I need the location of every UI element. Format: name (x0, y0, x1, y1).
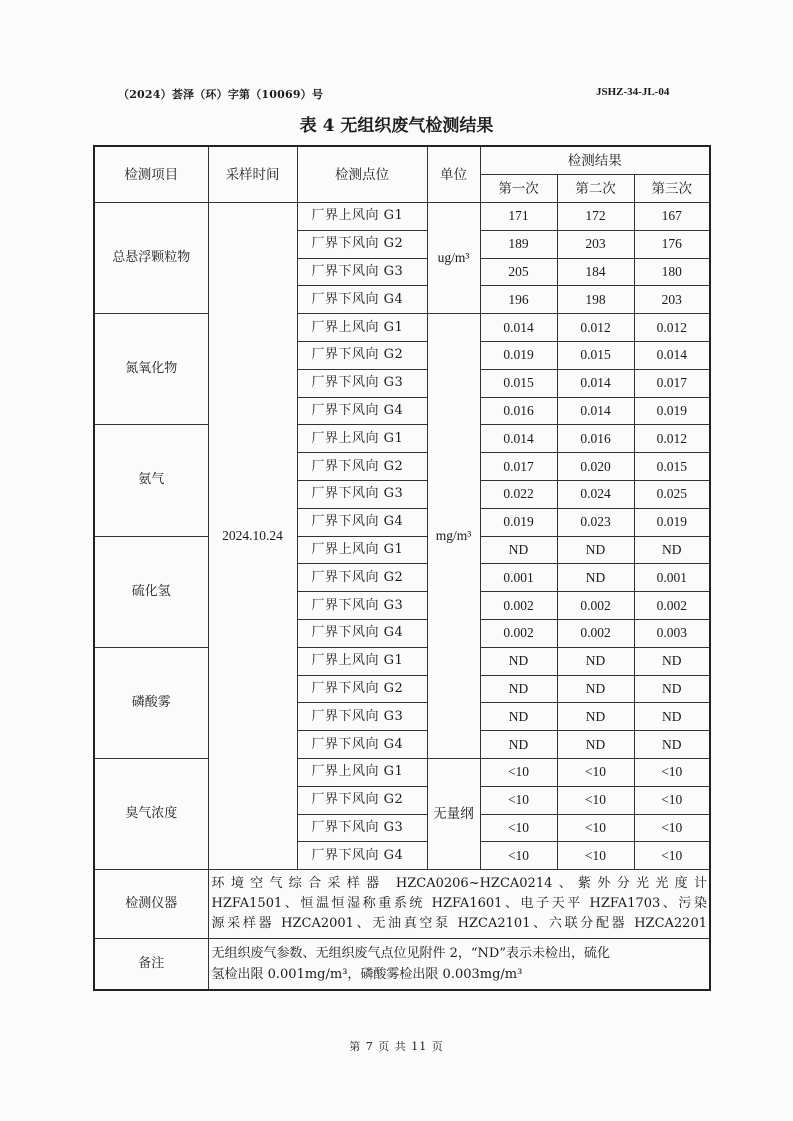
report-number: （2024）荟泽（环）字第（10069）号 (118, 88, 324, 101)
col-run2: 第二次 (557, 175, 634, 203)
instrument-label: 检测仪器 (94, 870, 208, 939)
header-row (94, 146, 710, 175)
result-value: 184 (557, 258, 634, 286)
result-value: <10 (634, 842, 710, 870)
result-value: 0.022 (480, 480, 557, 508)
col-item: 检测项目 (94, 146, 208, 203)
col-point: 检测点位 (297, 146, 427, 203)
col-run1: 第一次 (480, 175, 557, 203)
col-run3: 第三次 (634, 175, 710, 203)
result-value: 0.015 (557, 341, 634, 369)
result-value: ND (557, 647, 634, 675)
result-value: 0.015 (634, 453, 710, 481)
result-value: 196 (480, 286, 557, 314)
sampling-point: 厂界下风向 G4 (297, 619, 427, 647)
result-value: <10 (480, 842, 557, 870)
unit-cell: mg/m³ (427, 314, 480, 759)
sampling-point: 厂界下风向 G4 (297, 731, 427, 759)
result-value: ND (634, 731, 710, 759)
result-value: 0.012 (634, 314, 710, 342)
result-value: 0.012 (557, 314, 634, 342)
col-result: 检测结果 (480, 146, 710, 175)
pollutant-name: 磷酸雾 (94, 647, 208, 758)
form-code: JSHZ-34-JL-04 (596, 86, 670, 98)
result-value: ND (634, 536, 710, 564)
table-row (94, 314, 710, 342)
result-value: <10 (557, 758, 634, 786)
result-value: ND (557, 564, 634, 592)
table-row (94, 536, 710, 564)
result-value: 198 (557, 286, 634, 314)
pollutant-name: 氨气 (94, 425, 208, 536)
result-value: <10 (634, 786, 710, 814)
sampling-point: 厂界下风向 G3 (297, 369, 427, 397)
result-value: 205 (480, 258, 557, 286)
result-value: 0.002 (480, 592, 557, 620)
sampling-point: 厂界下风向 G2 (297, 675, 427, 703)
result-value: 0.014 (557, 369, 634, 397)
result-value: 0.002 (557, 619, 634, 647)
instrument-text (208, 870, 710, 939)
sampling-point: 厂界上风向 G1 (297, 425, 427, 453)
unit-cell: ug/m³ (427, 203, 480, 314)
sampling-point: 厂界下风向 G3 (297, 480, 427, 508)
sampling-point: 厂界下风向 G4 (297, 842, 427, 870)
result-value: ND (634, 647, 710, 675)
instrument-line-1: 环境空气综合采样器 HZCA0206~HZCA0214、紫外分光光度计 (211, 876, 707, 892)
result-value: <10 (634, 814, 710, 842)
result-value: ND (480, 647, 557, 675)
result-value: 0.023 (557, 508, 634, 536)
result-value: 0.015 (480, 369, 557, 397)
result-value: 171 (480, 203, 557, 231)
remark-line-2: 氢检出限 0.001mg/m³，磷酸雾检出限 0.003mg/m³ (211, 967, 523, 983)
result-value: ND (480, 675, 557, 703)
sampling-point: 厂界下风向 G2 (297, 453, 427, 481)
sampling-point: 厂界上风向 G1 (297, 758, 427, 786)
pollutant-name: 臭气浓度 (94, 758, 208, 869)
instrument-row (94, 870, 710, 939)
result-value: 0.016 (557, 425, 634, 453)
remark-row (94, 939, 710, 991)
result-value: 172 (557, 203, 634, 231)
col-time: 采样时间 (208, 146, 297, 203)
table-row (94, 425, 710, 453)
pollutant-name: 硫化氢 (94, 536, 208, 647)
result-value: 0.017 (480, 453, 557, 481)
result-value: <10 (557, 786, 634, 814)
unit-cell: 无量纲 (427, 758, 480, 869)
result-value: 203 (634, 286, 710, 314)
result-value: 0.016 (480, 397, 557, 425)
result-value: 0.014 (634, 341, 710, 369)
pollutant-name: 总悬浮颗粒物 (94, 203, 208, 314)
result-value: 0.024 (557, 480, 634, 508)
sampling-point: 厂界上风向 G1 (297, 647, 427, 675)
result-value: 0.019 (480, 341, 557, 369)
result-value: 180 (634, 258, 710, 286)
result-value: 0.002 (480, 619, 557, 647)
sample-date: 2024.10.24 (208, 203, 297, 870)
page-number: 第 7 页 共 11 页 (349, 1040, 444, 1053)
result-value: 0.019 (480, 508, 557, 536)
result-value: 0.003 (634, 619, 710, 647)
result-value: 0.001 (480, 564, 557, 592)
pollutant-name: 氮氧化物 (94, 314, 208, 425)
result-value: ND (557, 536, 634, 564)
sampling-point: 厂界上风向 G1 (297, 314, 427, 342)
sampling-point: 厂界下风向 G2 (297, 230, 427, 258)
sampling-point: 厂界上风向 G1 (297, 203, 427, 231)
remark-text (208, 939, 710, 991)
result-value: 0.014 (557, 397, 634, 425)
remark-label: 备注 (94, 939, 208, 991)
table-title: 表 4 无组织废气检测结果 (299, 116, 494, 136)
table-row (94, 758, 710, 786)
result-value: 0.025 (634, 480, 710, 508)
result-value: 0.019 (634, 397, 710, 425)
result-value: <10 (557, 814, 634, 842)
result-value: 0.019 (634, 508, 710, 536)
result-value: ND (634, 703, 710, 731)
results-table (93, 145, 711, 991)
result-value: 0.017 (634, 369, 710, 397)
sampling-point: 厂界下风向 G3 (297, 258, 427, 286)
result-value: 203 (557, 230, 634, 258)
sampling-point: 厂界下风向 G4 (297, 397, 427, 425)
result-value: 0.014 (480, 314, 557, 342)
result-value: 0.002 (557, 592, 634, 620)
sampling-point: 厂界下风向 G3 (297, 703, 427, 731)
sampling-point: 厂界下风向 G4 (297, 286, 427, 314)
result-value: ND (480, 536, 557, 564)
result-value: 189 (480, 230, 557, 258)
remark-line-1: 无组织废气参数、无组织废气点位见附件 2，“ND”表示未检出，硫化 (211, 946, 610, 962)
result-value: <10 (480, 814, 557, 842)
sampling-point: 厂界下风向 G2 (297, 786, 427, 814)
table-row (94, 203, 710, 231)
result-value: 0.020 (557, 453, 634, 481)
col-unit: 单位 (427, 146, 480, 203)
result-value: 0.014 (480, 425, 557, 453)
result-value: 0.001 (634, 564, 710, 592)
sampling-point: 厂界下风向 G3 (297, 814, 427, 842)
result-value: ND (480, 703, 557, 731)
sampling-point: 厂界上风向 G1 (297, 536, 427, 564)
result-value: 167 (634, 203, 710, 231)
sampling-point: 厂界下风向 G2 (297, 341, 427, 369)
sampling-point: 厂界下风向 G4 (297, 508, 427, 536)
sampling-point: 厂界下风向 G3 (297, 592, 427, 620)
sampling-point: 厂界下风向 G2 (297, 564, 427, 592)
table-row (94, 647, 710, 675)
result-value: 0.002 (634, 592, 710, 620)
result-value: <10 (480, 786, 557, 814)
result-value: ND (557, 675, 634, 703)
result-value: <10 (634, 758, 710, 786)
result-value: <10 (480, 758, 557, 786)
result-value: ND (557, 703, 634, 731)
result-value: <10 (557, 842, 634, 870)
result-value: 176 (634, 230, 710, 258)
result-value: ND (557, 731, 634, 759)
result-value: ND (634, 675, 710, 703)
result-value: 0.012 (634, 425, 710, 453)
result-value: ND (480, 731, 557, 759)
instrument-line-2: HZFA1501、恒温恒湿称重系统 HZFA1601、电子天平 HZFA1703、污染 (211, 896, 707, 912)
instrument-line-3: 源采样器 HZCA2001、无油真空泵 HZCA2101、六联分配器 HZCA2201 (211, 916, 707, 932)
